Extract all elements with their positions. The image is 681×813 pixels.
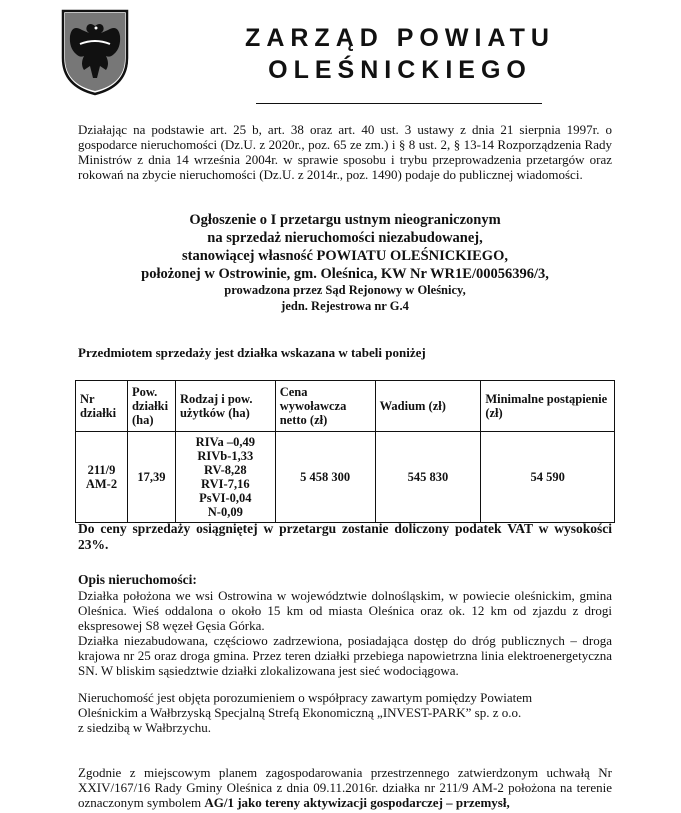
zoning-text: Zgodnie z miejscowym planem zagospodarowania przestrzennego zatwierdzonym uchwałą Nr XXIV/167/16 Rady Gminy Oleśnica z dnia 09.11.2016r. działka nr 211/9 AM-2 położona na terenie oznaczonym symbolem [78,765,612,810]
office-title-line1: ZARZĄD POWIATU [245,24,555,52]
legal-basis-paragraph: Działając na podstawie art. 25 b, art. 38 oraz art. 40 ust. 3 ustawy z dnia 21 sierpnia 1997r. o gospodarce nieruchomości (Dz.U. z 2020r., poz. 65 ze zm.) i § 8 ust. 2, § 13-14 Rozporządzenia Rady Ministrów z dnia 14 września 2004r. w sprawie sposobu i trybu przeprowadzenia przetargów oraz rokowań na zbycie nieruchomości (Dz.U. z 2014r., poz. 1490) podaje do publicznej wiadomości. [78,122,612,182]
header-cena: Cena wywoławcza netto (zł) [275,381,375,432]
cell-pow: 17,39 [127,432,175,523]
cell-postapienie: 54 590 [481,432,615,523]
description-paragraph-2: Działka niezabudowana, częściowo zadrzewiona, posiadająca dostęp do dróg publicznych – droga krajowa nr 25 oraz droga gmina. Przez teren działki przebiega napowietrzna linia elektroenergetyczna SN. W bliskim sąsiedztwie działki zlokalizowana jest sieć wodociągowa. [78,633,612,678]
land-use-item: RIVa –0,49 [195,435,255,449]
zoning-plan-paragraph [78,765,612,810]
vat-note: Do ceny sprzedaży osiągniętej w przetargu zostanie doliczony podatek VAT w wysokości 23%. [78,521,612,552]
agreement-line1: Nieruchomość jest objęta porozumieniem o współpracy zawartym pomiędzy Powiatem [78,690,533,705]
eagle-crest-icon [60,8,130,96]
header-pow: Pow. działki (ha) [127,381,175,432]
cell-nr [76,432,128,523]
announcement-line2: na sprzedaż nieruchomości niezabudowanej, [207,230,483,246]
table-row [76,432,615,523]
announcement-line5: prowadzona przez Sąd Rejonowy w Oleśnicy, [224,283,466,297]
zoning-symbol: AG/1 jako tereny aktywizacji gospodarczej – przemysł, [204,795,510,810]
announcement-line1: Ogłoszenie o I przetargu ustnym nieograniczonym [189,212,501,228]
announcement-line3: stanowiącej własność POWIATU OLEŚNICKIEGO, [181,248,508,264]
property-description [78,588,612,678]
sale-subject: Przedmiotem sprzedaży jest działka wskazana w tabeli poniżej [78,345,426,360]
agreement-line2: Oleśnickim a Wałbrzyską Specjalną Strefą Ekonomiczną „INVEST-PARK” sp. z o.o. [78,705,522,720]
parcel-number: 211/9 [87,463,116,477]
property-description-heading: Opis nieruchomości: [78,572,197,587]
agreement-line3: z siedzibą w Wałbrzychu. [78,720,211,735]
land-use-item: RV-8,28 [203,463,247,477]
cell-cena: 5 458 300 [275,432,375,523]
office-title-line2: OLEŚNICKIEGO [268,56,532,84]
cooperation-agreement [78,690,612,735]
land-use-item: N-0,09 [207,505,243,519]
header-wadium: Wadium (zł) [375,381,481,432]
parcel-map-sheet: AM-2 [85,477,118,491]
cell-uzytki [175,432,275,523]
land-use-item: PsVI-0,04 [199,491,252,505]
header-divider [256,103,542,104]
announcement-heading [78,211,612,314]
announcement-line4: położonej w Ostrowinie, gm. Oleśnica, KW Nr WR1E/00056396/3, [141,266,549,282]
description-paragraph-1: Działka położona we wsi Ostrowina w województwie dolnośląskim, w powiecie oleśnickim, gmina Oleśnica. Wieś oddalona o około 15 km od miasta Oleśnica oraz ok. 12 km od zjazdu z drogi ekspresowej S8 węzeł Gęsia Górka. [78,588,612,633]
header-nr: Nr działki [76,381,128,432]
cell-wadium: 545 830 [375,432,481,523]
header-postapienie: Minimalne postąpienie (zł) [481,381,615,432]
land-use-item: RIVb-1,33 [197,449,254,463]
header-rodzaj: Rodzaj i pow. użytków (ha) [175,381,275,432]
table-header-row [76,381,615,432]
parcel-table [75,380,615,523]
land-use-item: RVI-7,16 [201,477,250,491]
announcement-line6: jedn. Rejestrowa nr G.4 [281,298,409,313]
